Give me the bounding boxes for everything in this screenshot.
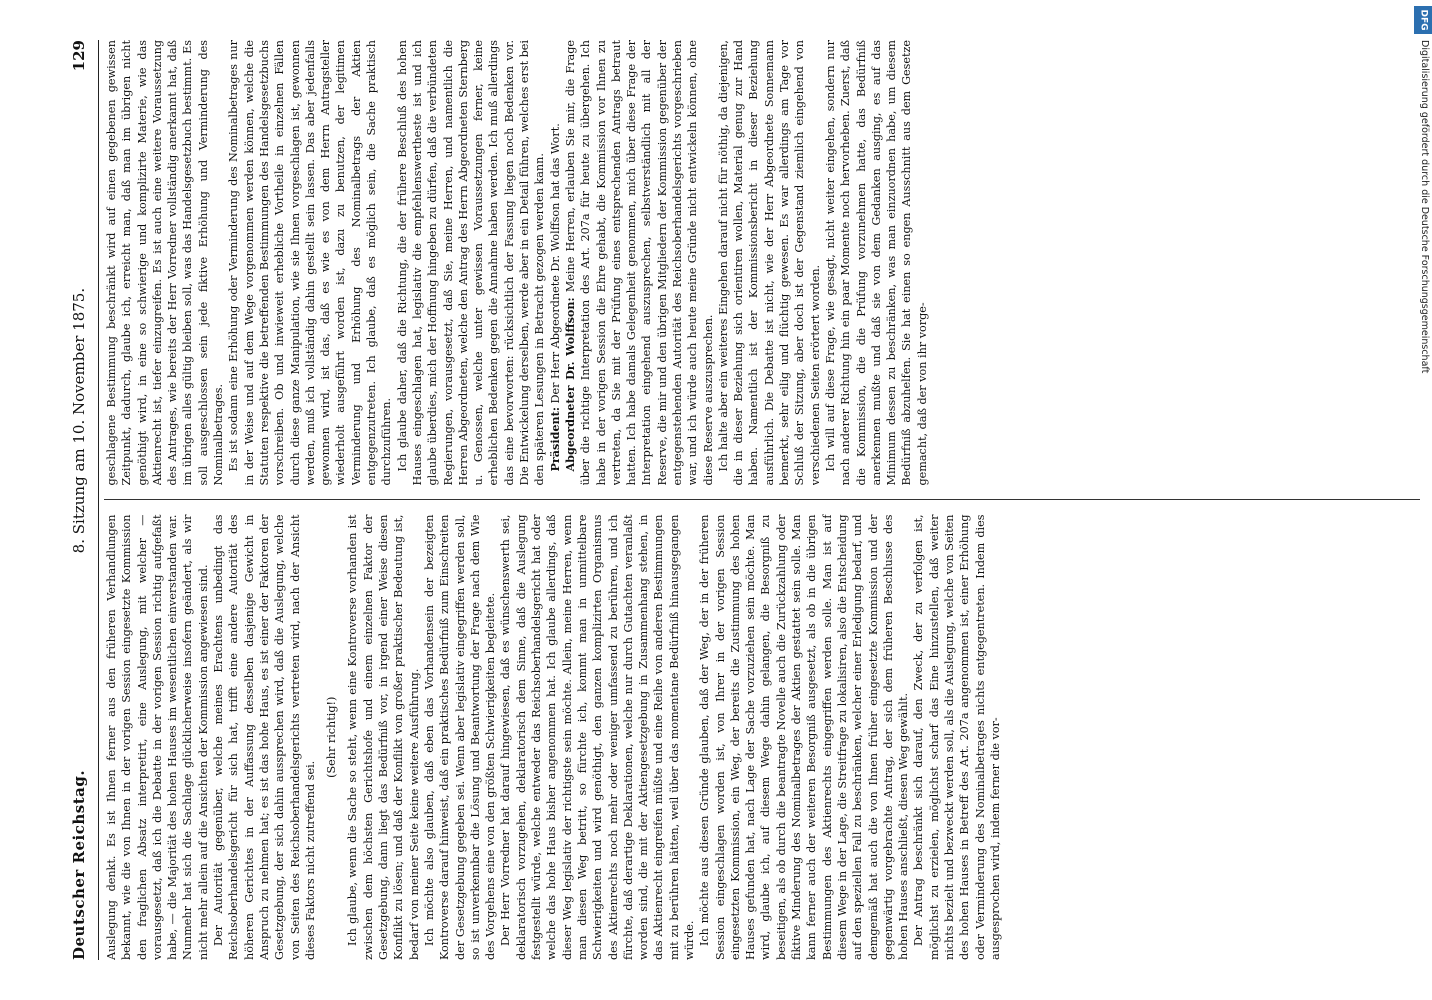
paragraph: Ich halte aber ein weiteres Eingehen darauf nicht für nöthig, da diejenigen, die in dieser Beziehung sich orientiren wollen, Material genug zur Hand haben. Namentlich ist der Kommissionsbericht in dieser Beziehung ausführlich. Die Debatte ist nicht, wie der Herr Abgeordnete Sonnemann bemerkt, sehr eilig und flüchtig gewesen. Es war allerdings am Tage vor Schluß der Sitzung, aber doch ist der Gegenstand ziemlich eingehend von verschiedenen Seiten erörtert worden. bbox=[716, 40, 822, 486]
paragraph: geschlagene Bestimmung beschränkt wird auf einen gegebenen gewissen Zeitpunkt, dadurch, glaube ich, erreicht man, daß man im übrigen nicht genöthigt wird, in eine so schwierige und komplizirte Materie, wie das Aktienrecht ist, tiefer einzugreifen. Es ist auch eine weitere Voraussetzung des Antrages, wie bereits der Herr Vorredner vollständig anerkannt hat, daß im übrigen alles gültig bleiben soll, was das Handelsgesetzbuch bestimmt. Es soll ausgeschlossen sein jede fiktive Erhöhung und Verminderung des Nominalbetrages. bbox=[105, 40, 226, 486]
header-session: 8. Sitzung am 10. November 1875. bbox=[70, 287, 88, 554]
header-title: Deutscher Reichstag. bbox=[70, 769, 88, 960]
paragraph: Ich glaube, wenn die Sache so steht, wenn eine Kontroverse vorhanden ist zwischen dem höchsten Gerichtshofe und einem einzelnen Faktor der Gesetzgebung, dann liegt das Bedürfniß vor, in irgend einer Weise diesen Konflikt zu lösen; und daß der Konflikt von großer praktischer Bedeutung ist, bedarf von meiner Seite keine weitere Ausführung. bbox=[346, 514, 421, 960]
text-columns bbox=[104, 40, 1420, 960]
paragraph: Ich möchte aus diesen Gründe glauben, daß der Weg, der in der früheren Session eingeschlagen worden ist, von Ihrer in der vorigen Session eingesetzten Kommission, ein Weg, der bereits die Zustimmung des hohen Hauses gefunden hat, nach Lage der Sache vorzuziehen sein möchte. Man wird, glaube ich, auf diesem Wege dahin gelangen, die Besorgniß zu beseitigen, als ob durch die beantragte Novelle auch die Zurückzahlung oder fiktive Minderung des Nominalbetrages der Aktien gestattet sein solle. Man kann ferner auch der weiteren Besorgniß ausgesetzt, als ob in die übrigen Bestimmungen des Aktienrechts eingegriffen werden solle. Man ist auf diesem Wege in der Lage, die Streitfrage zu lokalisiren, also die Entscheidung auf den speziellen Fall zu beschränken, welcher einer Erledigung bedarf, und demgemäß hat auch die von Ihnen früher eingesetzte Kommission und der gegenwärtig vorgebrachte Antrag, der sich dem früheren Beschlusse des hohen Hauses anschließt, diesen Weg gewählt. bbox=[698, 514, 911, 960]
interjection: (Sehr richtig!) bbox=[325, 696, 339, 778]
dfg-note: Digitalisierung gefördert durch die Deutsche Forschungsgemeinschaft bbox=[1419, 40, 1430, 374]
page-number: 129 bbox=[70, 40, 88, 72]
left-column bbox=[104, 515, 1420, 961]
speaker-label: Präsident: bbox=[547, 407, 562, 472]
paragraph: Der Autorität gegenüber, welche meines Erachtens unbedingt das Reichsoberhandelsgericht für sich hat, trifft eine andere Autorität des höheren Gerichtes in der Auffassung desselben dasjenige Gewicht in Anspruch zu nehmen hat; es ist das hohe Haus, es ist einer der Faktoren der Gesetzgebung, der sich dahin aussprechen wird, daß die Auslegung, welche von Seiten des Reichsoberhandelsgerichts vertreten wird, nach der Ansicht dieses Faktors nicht zutreffend sei. bbox=[212, 514, 317, 960]
dfg-watermark bbox=[1414, 0, 1432, 1000]
header-rule bbox=[98, 40, 99, 960]
paragraph bbox=[563, 40, 716, 486]
right-column bbox=[104, 40, 1420, 486]
paragraph bbox=[548, 40, 563, 486]
column-divider bbox=[104, 500, 1420, 501]
paragraph: Ich möchte also glauben, daß eben das Vorhandensein der bezeigten Kontroverse darauf hinweist, daß ein praktisches Bedürfniß zum Einschreiten der Gesetzgebung gegeben sei. Wenn aber legislativ eingegriffen werden soll, so ist unverkennbar die Lösung und Beantwortung der Frage nach dem Wie des Vorgehens eine von den größten Schwierigkeiten begleitete. bbox=[422, 514, 498, 960]
paragraph: Ich glaube daher, daß die Richtung, die der frühere Beschluß des hohen Hauses eingeschlagen hat, legislativ die empfehlenswertheste ist und ich glaube überdies, mich der Hoffnung hingeben zu dürfen, daß die verbündeten Regierungen, vorausgesetzt, daß Sie, meine Herren, und namentlich die Herren Abgeordneten, welche den Antrag des Herrn Abgeordneten Sternberg u. Genossen, welche unter gewissen Voraussetzungen ferner, keine erheblichen Bedenken gegen die Annahme haben werden. Ich muß allerdings das eine bevorworten: rücksichtlich der Fassung liegen noch Bedenken vor. Die Entwickelung derselben, werde aber in ein Detail führen, welches erst bei den späteren Lesungen in Betracht gezogen werden kann. bbox=[395, 40, 547, 486]
speech-text: Der Herr Abgeordnete Dr. Wolffson hat das Wort. bbox=[548, 123, 562, 404]
page-header bbox=[70, 40, 96, 960]
speech-text: Meine Herren, erlauben Sie mir, die Frage über die richtige Interpretation des Art. 207a für heute zu übergehen. Ich habe in der vorigen Session die Ehre gehabt, die Kommission vor Ihnen zu vertreten, da Sie mit der Prüfung eines entsprechenden Antrags betraut hatten. Ich habe damals Gelegenheit genommen, mich über diese Frage der Interpretation eingehend auszusprechen, selbstverständlich mit all der Reserve, die mir und den übrigen Mitgliedern der Kommission gegenüber der entgegenstehenden Autorität des Reichsoberhandelsgerichts vorgeschrieben war, und ich würde auch heute meine Gründe nicht entwickeln können, ohne diese Reserve auszusprechen. bbox=[563, 40, 715, 486]
paragraph: Auslegung denkt. Es ist Ihnen ferner aus den früheren Verhandlungen bekannt, wie die von Ihnen in der vorigen Session eingesetzte Kommission den fraglichen Absatz interpretirt, eine Auslegung, mit welcher — vorausgesetzt, daß ich die Debatte in der vorigen Session richtig aufgefaßt habe, — die Majorität des hohen Hauses im wesentlichen einverstanden war. Nunmehr hat sich die Sachlage glücklicherweise insofern geändert, als wir nicht mehr allein auf die Ansichten der Kommission angewiesen sind. bbox=[105, 514, 210, 960]
paragraph: Der Antrag beschränkt sich darauf, den Zweck, der zu verfolgen ist, möglichst zu erzielen, möglichst scharf das Eine hinzustellen, daß weiter nichts bezielt und bezweckt werden soll, als die Auslegung, welche von Seiten des hohen Hauses in Betreff des Art. 207a angenommen ist, einer Erhöhung oder Verminderung des Nominalbetrages nichts entgegentreten. Indem dies ausgesprochen wird, indem ferner die vor- bbox=[912, 514, 1002, 960]
speaker-label: Abgeordneter Dr. Wolffson: bbox=[562, 297, 577, 472]
paragraph: Der Herr Vorredner hat darauf hingewiesen, daß es wünschenswerth sei, deklaratorisch vorzugehen, deklaratorisch dem Sinne, daß die Auslegung festgestellt würde, welche entweder das Reichsoberhandelsgericht hat oder welche das hohe Haus bisher angenommen hat. Ich glaube allerdings, daß dieser Weg legislativ der richtigste sein möchte. Allein, meine Herren, wenn man diesen Weg betritt, so fürchte ich, kommt man in unmittelbare Schwierigkeiten und wird genöthigt, den ganzen komplizirten Organismus des Aktienrechts noch mehr oder weniger umfassend zu berühren, und ich fürchte, daß derartige Deklarationen, welche nur durch Gutachten veranlaßt worden sind, die mit der Aktiengesetzgebung in Zusammenhang stehen, in das Aktienrecht eingreifen müßte und eine Reihe von anderen Bestimmungen mit zu berühren hätten, weil über das momentane Bedürfniß hinausgegangen würde. bbox=[499, 514, 696, 960]
paragraph: Es ist sodann eine Erhöhung oder Verminderung des Nominalbetrages nur in der Weise und auf dem Wege vorgenommen werden können, welche die Statuten respektive die betreffenden Bestimmungen des Handelsgesetzbuchs vorschreiben. Ob und inwieweit erhebliche Vortheile in einzelnen Fällen durch diese ganze Manipulation, wie sie Ihnen vorgeschlagen ist, gewonnen werden, muß ich vollständig dahin gestellt sein lassen. Das aber jedenfalls gewonnen wird, ist das, daß es wie es von dem Herrn Antragsteller wiederholt ausgeführt worden ist, dazu zu benutzen, der legitimen Verminderung und Erhöhung des Nominalbetrags der Aktien entgegenzutreten. Ich glaube, daß es möglich sein, die Sache praktisch durchzuführen. bbox=[227, 40, 394, 486]
paragraph: Ich will auf diese Frage, wie gesagt, nicht weiter eingehen, sondern nur nach anderer Richtung hin ein paar Momente noch hervorheben. Zuerst, daß die Kommission, die die Prüfung vorzunehmen hatte, das Bedürfniß anerkennen mußte und daß sie von dem Gedanken ausging, es auf das Minimum dessen zu beschränken, was man einzuordnen habe, um diesem Bedürfniß abzuhelfen. Sie hat einen so engen Ausschnitt aus dem Gesetze gemacht, daß der von ihr vorge- bbox=[823, 40, 929, 486]
dfg-logo: DFG bbox=[1414, 6, 1432, 34]
